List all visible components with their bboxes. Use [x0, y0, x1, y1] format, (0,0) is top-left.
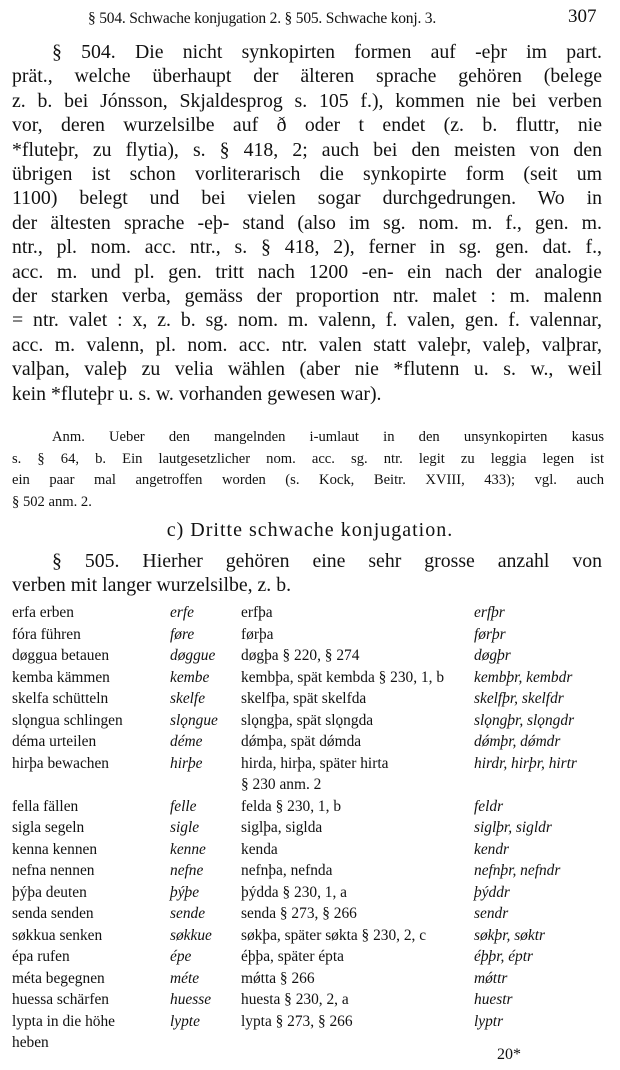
anm-line: ein paar mal angetroffen worden (s. Kock, Beitr. XVIII, 433); vgl. auch — [12, 472, 604, 488]
verb-inf: heben — [12, 1034, 49, 1051]
verb-row — [12, 905, 612, 927]
verb-pret: § 230 anm. 2 — [241, 776, 322, 793]
verb-inf: épa rufen — [12, 948, 70, 965]
p504-line: = ntr. valet : x, z. b. sg. nom. m. valenn, f. valen, gen. f. valennar, — [12, 309, 602, 332]
verb-row — [12, 927, 612, 949]
anm-line: s. § 64, b. Ein lautgesetzlicher nom. acc. sg. ntr. legit zu leggia legen ist — [12, 450, 604, 467]
verb-part: kendr — [474, 840, 510, 858]
verb-row — [12, 733, 612, 755]
verb-pres: føre — [170, 625, 195, 643]
verb-pret: skelfþa, spät skelfda — [241, 690, 367, 707]
p505-line: § 505. Hierher gehören eine sehr grosse anzahl von — [52, 550, 602, 572]
p504-line: § 504. Die nicht synkopirten formen auf -eþr im part. — [52, 41, 602, 63]
verb-inf: slǫngua schlingen — [12, 711, 123, 729]
p504-line: prät., welche überhaupt der älteren sprache gehören (belege — [12, 65, 602, 88]
verb-pret: søkþa, später søkta § 230, 2, c — [241, 926, 427, 944]
verb-inf: fella fällen — [12, 797, 79, 815]
p504-line: acc. m. valenn, pl. nom. acc. ntr. valen statt valeþr, valeþ, valþrar, — [12, 333, 602, 356]
p505-line: verben mit langer wurzelsilbe, z. b. — [12, 574, 292, 597]
verb-pret: førþa — [241, 625, 274, 643]
verb-pret: mǿtta § 266 — [241, 969, 315, 987]
verb-row — [12, 626, 612, 648]
verb-pres: déme — [170, 733, 203, 750]
verb-row — [12, 798, 612, 820]
verb-inf: kenna kennen — [12, 840, 98, 858]
p504-line: kein *fluteþr u. s. w. vorhanden gewesen war). — [12, 382, 382, 405]
verb-part: huestr — [474, 991, 513, 1008]
verb-part: kembþr, kembdr — [474, 668, 573, 686]
verb-part: slǫngþr, slǫngdr — [474, 711, 575, 729]
verb-pres: lypte — [170, 1012, 200, 1030]
verb-pret: kenda — [241, 840, 278, 858]
verb-inf: sigla segeln — [12, 819, 85, 836]
verb-pret: lypta § 273, § 266 — [241, 1012, 353, 1030]
verb-pret: døgþa § 220, § 274 — [241, 647, 360, 664]
p504-line: ntr., pl. nom. acc. ntr., s. § 418, 2), ferner in sg. gen. dat. f., — [12, 236, 602, 259]
verb-part: lyptr — [474, 1012, 504, 1030]
verb-part: førþr — [474, 625, 506, 643]
p504-line: *fluteþr, zu flytia), s. § 418, 2; auch bei den meisten von den — [12, 138, 602, 161]
verb-pres: felle — [170, 797, 197, 815]
verb-part: éþþr, éptr — [474, 948, 533, 965]
verb-row — [12, 819, 612, 841]
page-header — [0, 4, 620, 28]
verb-part: hirdr, hirþr, hirtr — [474, 754, 577, 772]
verb-pres: sende — [170, 905, 206, 922]
verb-row — [12, 1013, 612, 1035]
verb-pres: huesse — [170, 991, 212, 1008]
anm-line: § 502 anm. 2. — [12, 493, 92, 510]
verb-pret: siglþa, siglda — [241, 819, 323, 836]
verb-inf: méta begegnen — [12, 969, 105, 987]
verb-part: mǿttr — [474, 969, 508, 987]
p504-line: z. b. bei Jónsson, Skjaldesprog s. 105 f.), kommen nie bei verben — [12, 89, 602, 112]
verb-pres: þýþe — [170, 883, 200, 901]
verb-pres: kembe — [170, 668, 210, 686]
page-number: 307 — [568, 6, 597, 27]
verb-pres: épe — [170, 948, 192, 965]
verb-inf: kemba kämmen — [12, 668, 110, 686]
verb-pret: þýdda § 230, 1, a — [241, 883, 348, 901]
p504-line: übrigen ist schon vorliterarisch die synkopirte form (seit um — [12, 163, 602, 186]
verb-pres: hirþe — [170, 754, 203, 772]
verb-row — [12, 604, 612, 626]
verb-pres: méte — [170, 969, 200, 987]
verb-part: dǿmþr, dǿmdr — [474, 733, 561, 750]
p504-line: acc. m. und pl. gen. tritt nach 1200 -en- ein nach der analogie — [12, 260, 602, 283]
verb-row — [12, 991, 612, 1013]
verb-part: søkþr, søktr — [474, 926, 545, 944]
verb-pres: kenne — [170, 840, 206, 858]
p504-line: der starken verba, gemäss der proportion ntr. malet : m. malenn — [12, 285, 602, 308]
verb-part: sendr — [474, 905, 509, 922]
anm-line: Anm. Ueber den mangelnden i-umlaut in den unsynkopirten kasus — [52, 429, 604, 445]
verb-pret: slǫngþa, spät slǫngda — [241, 711, 374, 729]
verb-part: skelfþr, skelfdr — [474, 690, 564, 707]
signature-mark: 20* — [497, 1046, 521, 1063]
verb-part: nefnþr, nefndr — [474, 862, 561, 879]
verb-row — [12, 970, 612, 992]
verb-pret: erfþa — [241, 604, 273, 621]
verb-pres: sigle — [170, 819, 200, 836]
verb-table — [12, 604, 612, 1056]
verb-row — [12, 755, 612, 777]
verb-row — [12, 841, 612, 863]
verb-pres: døggue — [170, 647, 216, 664]
verb-row — [12, 862, 612, 884]
verb-row — [12, 948, 612, 970]
verb-inf: lypta in die höhe — [12, 1012, 116, 1030]
verb-pres: skelfe — [170, 690, 206, 707]
verb-row — [12, 1034, 612, 1056]
paragraph-505 — [12, 549, 602, 598]
p504-line: 1100) belegt und bei vielen sogar durchgedrungen. Wo in — [12, 187, 602, 210]
verb-row — [12, 690, 612, 712]
verb-inf: nefna nennen — [12, 862, 95, 879]
p504-line: der ältesten sprache -eþ- stand (also im sg. nom. m. f., gen. m. — [12, 211, 602, 234]
annotation-note — [12, 427, 604, 513]
paragraph-504 — [12, 40, 602, 406]
verb-inf: huessa schärfen — [12, 991, 110, 1008]
verb-pret: kembþa, spät kembda § 230, 1, b — [241, 668, 445, 686]
verb-pret: hirda, hirþa, später hirta — [241, 754, 389, 772]
verb-inf: déma urteilen — [12, 733, 97, 750]
verb-pret: senda § 273, § 266 — [241, 905, 357, 922]
verb-row — [12, 776, 612, 798]
verb-pres: søkkue — [170, 926, 212, 944]
verb-inf: þýþa deuten — [12, 883, 87, 901]
verb-part: erfþr — [474, 604, 505, 621]
running-title: § 504. Schwache konjugation 2. § 505. Schwache konj. 3. — [88, 10, 437, 27]
verb-inf: erfa erben — [12, 604, 74, 621]
verb-inf: skelfa schütteln — [12, 690, 109, 707]
verb-pres: erfe — [170, 604, 194, 621]
verb-inf: senda senden — [12, 905, 94, 922]
verb-part: siglþr, sigldr — [474, 819, 552, 836]
verb-pret: nefnþa, nefnda — [241, 862, 333, 879]
verb-inf: fóra führen — [12, 625, 81, 643]
verb-pret: felda § 230, 1, b — [241, 797, 342, 815]
verb-pret: dǿmþa, spät dǿmda — [241, 733, 362, 750]
verb-inf: søkkua senken — [12, 926, 103, 944]
p504-line: vor, deren wurzelsilbe auf ð oder t endet (z. b. fluttr, nie — [12, 114, 602, 137]
verb-part: feldr — [474, 797, 504, 815]
verb-row — [12, 669, 612, 691]
verb-pret: huesta § 230, 2, a — [241, 991, 349, 1008]
verb-row — [12, 884, 612, 906]
verb-inf: døggua betauen — [12, 647, 110, 664]
verb-pres: slǫngue — [170, 711, 218, 729]
verb-row — [12, 647, 612, 669]
verb-inf: hirþa bewachen — [12, 754, 109, 772]
section-heading: c) Dritte schwache konjugation. — [166, 519, 454, 541]
verb-pret: éþþa, später épta — [241, 948, 344, 965]
verb-part: døgþr — [474, 647, 511, 664]
verb-pres: nefne — [170, 862, 204, 879]
verb-row — [12, 712, 612, 734]
verb-part: þýddr — [474, 883, 510, 901]
p504-line: valþan, valeþ zu velia wählen (aber nie *flutenn u. s. w., weil — [12, 358, 602, 381]
